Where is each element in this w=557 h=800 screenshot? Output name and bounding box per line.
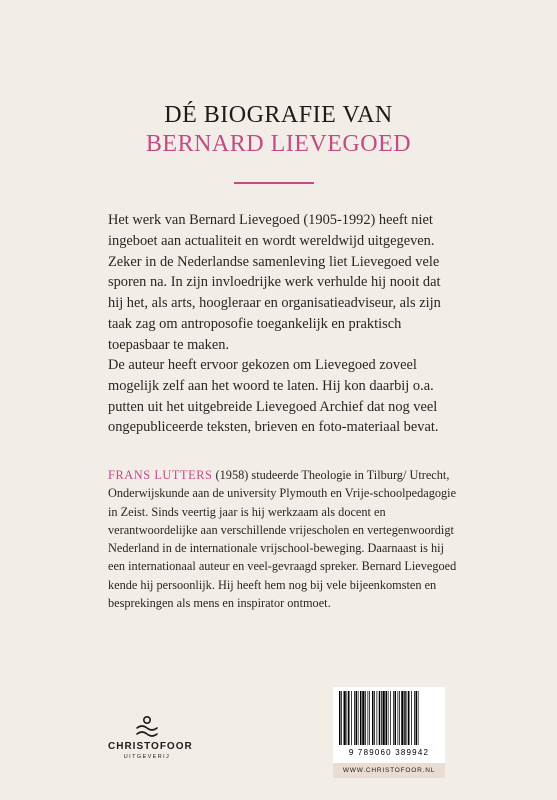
isbn-number: 9 789060 389942 — [348, 748, 430, 757]
author-name: FRANS LUTTERS — [108, 468, 213, 482]
author-bio-text: (1958) studeerde Theologie in Tilburg/ Utrecht, Onderwijskunde aan de university Plymouth en Vrije-schoolpedagogie in Zeist. Sinds veertig jaar is hij werkzaam als docent en verantwoordelijke aan verschillende vrijescholen en vertegenwoordigt Nederland in de internationale vrijschool-beweging. Daarnaast is hij een internationaal auteur en veel-gevraagd spreker. Bernard Lievegoed kende hij persoonlijk. Hij heeft hem nog bij vele bijeenkomsten en besprekingen als mens en inspirator ontmoet. — [108, 468, 457, 611]
publisher-website: WWW.CHRISTOFOOR.NL — [333, 763, 445, 778]
title-line-1: DÉ BIOGRAFIE VAN — [164, 102, 393, 128]
author-bio — [108, 466, 458, 612]
accent-divider — [234, 182, 314, 184]
blurb-paragraph-1: Het werk van Bernard Lievegoed (1905-1992) heeft niet ingeboet aan actualiteit en wordt wereldwijd uitgegeven. Zeker in de Nederlandse samenleving liet Lievegoed vele sporen na. In zijn invloedrijke werk verhulde hij nooit dat hij het, als arts, hoogleraar en organisatieadviseur, als zijn taak zag om antroposofie toegankelijk en praktisch toepasbaar te maken. — [108, 212, 441, 353]
publisher-logo — [108, 716, 193, 760]
publisher-name: CHRISTOFOOR — [108, 741, 193, 752]
isbn-barcode — [333, 687, 445, 763]
barcode-bars — [333, 687, 445, 747]
publisher-subtitle: UITGEVERIJ — [123, 754, 171, 760]
person-wave-icon — [134, 716, 160, 738]
title-line-2: BERNARD LIEVEGOED — [145, 131, 412, 157]
blurb-paragraph-2: De auteur heeft ervoor gekozen om Lievegoed zoveel mogelijk zelf aan het woord te laten. Hij kon daarbij o.a. putten uit het uitgebreide Lievegoed Archief dat nog veel ongepubliceerde teksten, brieven en foto-materiaal bevat. — [108, 357, 439, 436]
